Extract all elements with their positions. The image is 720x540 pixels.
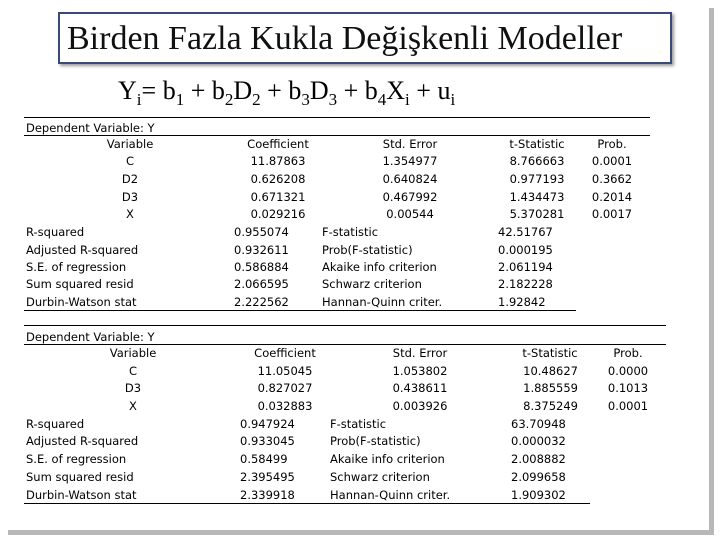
model1-row-variable: X <box>126 207 134 221</box>
model2-stat-label: Schwarz criterion <box>330 470 430 484</box>
model1-stat-label: S.E. of regression <box>26 260 127 274</box>
model1-row-prob: 0.0017 <box>591 207 633 221</box>
model2-row-prob: 0.1013 <box>607 381 649 395</box>
model2-stat-value: 0.000032 <box>511 434 566 448</box>
model2-stat-label: Sum squared resid <box>26 470 134 484</box>
model2-row-coefficient: 0.827027 <box>257 381 313 395</box>
model2-row-variable: D3 <box>124 381 142 395</box>
model2-header-coefficient: Coefficient <box>254 346 316 360</box>
model2-stat-label: Durbin-Watson stat <box>26 488 137 502</box>
model2-top-rule <box>24 325 666 326</box>
model1-stat-label: R-squared <box>26 225 85 239</box>
model1-stat-label: Akaike info criterion <box>322 260 437 274</box>
model1-row-t-statistic: 1.434473 <box>509 190 565 204</box>
model2-stat-label: Akaike info criterion <box>330 452 445 466</box>
model1-stat-label: Adjusted R-squared <box>26 243 139 257</box>
model1-row-t-statistic: 8.766663 <box>509 154 565 168</box>
model1-row-std-error: 0.467992 <box>382 190 438 204</box>
model1-stat-value: 2.222562 <box>234 295 289 309</box>
model2-stat-value: 1.909302 <box>511 488 566 502</box>
model2-row-variable: C <box>128 364 138 378</box>
model2-row-coefficient: 11.05045 <box>257 364 313 378</box>
model2-stat-value: 0.58499 <box>240 452 288 466</box>
model2-row-std-error: 1.053802 <box>392 364 448 378</box>
model2-row-std-error: 0.438611 <box>392 381 448 395</box>
model2-row-t-statistic: 8.375249 <box>523 399 578 413</box>
model1-row-coefficient: 0.626208 <box>250 172 306 186</box>
model1-stat-value: 42.51767 <box>498 225 553 239</box>
model1-stat-label: Hannan-Quinn criter. <box>322 295 443 309</box>
model1-header-prob: Prob. <box>597 137 627 151</box>
model1-header-std-error: Std. Error <box>382 137 438 151</box>
regression-equation: $Y_i= b_1 + b_2D_2 + b_3D_3 + b_4X_i + u_i$ <box>118 76 456 109</box>
model1-stat-value: 2.066595 <box>234 277 289 291</box>
model1-header-rule <box>24 135 650 136</box>
model2-row-variable: X <box>129 399 137 413</box>
model2-bottom-rule <box>24 503 590 504</box>
model1-row-prob: 0.2014 <box>591 190 633 204</box>
model2-stat-value: 2.395495 <box>240 470 295 484</box>
model2-stat-label: F-statistic <box>330 417 387 431</box>
model1-stat-label: Sum squared resid <box>26 277 134 291</box>
model1-stat-label: F-statistic <box>322 225 379 239</box>
model2-header-t-statistic: t-Statistic <box>522 346 578 360</box>
model1-header-coefficient: Coefficient <box>247 137 309 151</box>
model1-stat-value: 2.182228 <box>498 277 553 291</box>
model1-row-coefficient: 0.671321 <box>250 190 306 204</box>
model2-stat-label: R-squared <box>26 417 85 431</box>
model1-bottom-rule <box>24 310 576 311</box>
model1-header-t-statistic: t-Statistic <box>509 137 565 151</box>
model2-stat-value: 0.947924 <box>240 417 295 431</box>
model2-row-t-statistic: 1.885559 <box>523 381 578 395</box>
model2-row-std-error: 0.003926 <box>392 399 448 413</box>
model1-row-variable: C <box>125 154 135 168</box>
model1-stat-value: 0.000195 <box>498 243 553 257</box>
model1-row-prob: 0.3662 <box>591 172 633 186</box>
model1-row-coefficient: 11.87863 <box>250 154 306 168</box>
model1-stat-label: Prob(F-statistic) <box>322 243 413 257</box>
model2-stat-label: Hannan-Quinn criter. <box>330 488 451 502</box>
model1-row-coefficient: 0.029216 <box>250 207 306 221</box>
model2-dependent-variable: Dependent Variable: Y <box>26 330 155 344</box>
model2-header-std-error: Std. Error <box>392 346 448 360</box>
model1-dependent-variable: Dependent Variable: Y <box>26 121 155 135</box>
model1-stat-value: 1.92842 <box>498 295 546 309</box>
model1-row-variable: D3 <box>121 190 139 204</box>
model1-stat-value: 2.061194 <box>498 260 553 274</box>
model2-stat-label: Prob(F-statistic) <box>330 434 421 448</box>
model2-header-rule <box>24 344 666 345</box>
model2-row-prob: 0.0001 <box>607 399 649 413</box>
model2-header-variable: Variable <box>109 346 157 360</box>
model1-row-prob: 0.0001 <box>591 154 633 168</box>
model1-row-variable: D2 <box>121 172 139 186</box>
model1-header-variable: Variable <box>106 137 154 151</box>
model2-row-prob: 0.0000 <box>607 364 649 378</box>
model1-stat-label: Durbin-Watson stat <box>26 295 137 309</box>
slide-title: Birden Fazla Kukla Değişkenli Modeller <box>58 12 672 64</box>
model1-row-std-error: 0.00544 <box>386 207 434 221</box>
model2-stat-value: 63.70948 <box>511 417 566 431</box>
model2-stat-value: 2.099658 <box>511 470 566 484</box>
model2-row-t-statistic: 10.48627 <box>523 364 578 378</box>
model1-row-t-statistic: 5.370281 <box>509 207 565 221</box>
model2-stat-value: 2.339918 <box>240 488 295 502</box>
model1-row-std-error: 1.354977 <box>382 154 438 168</box>
model2-header-prob: Prob. <box>613 346 643 360</box>
model1-stat-value: 0.955074 <box>234 225 289 239</box>
model2-stat-label: S.E. of regression <box>26 452 127 466</box>
model2-stat-value: 2.008882 <box>511 452 566 466</box>
model1-row-std-error: 0.640824 <box>382 172 438 186</box>
model1-stat-value: 0.586884 <box>234 260 289 274</box>
model2-stat-value: 0.933045 <box>240 434 295 448</box>
model1-row-t-statistic: 0.977193 <box>509 172 565 186</box>
model2-row-coefficient: 0.032883 <box>257 399 313 413</box>
model1-stat-label: Schwarz criterion <box>322 277 422 291</box>
model1-top-rule <box>24 117 650 118</box>
model2-stat-label: Adjusted R-squared <box>26 434 139 448</box>
model1-stat-value: 0.932611 <box>234 243 289 257</box>
